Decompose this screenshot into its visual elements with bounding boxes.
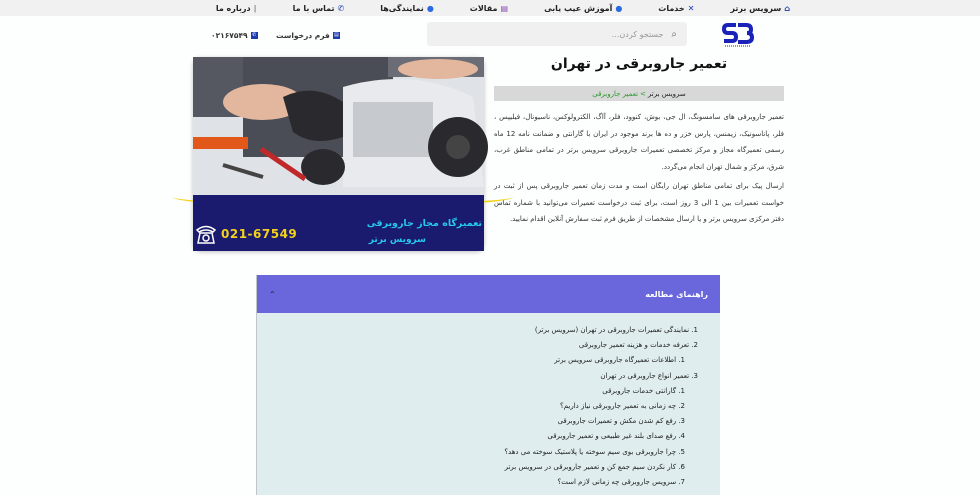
intro-paragraph-1: تعمیر جاروبرقی های سامسونگ، ال جی، بوش، کنوود، فلر، آاگ، الکترولوکس، ناسیونال، فیلیپس ، فلر، پاناسونیک، زیمنس، پارس خزر و ده ها برند موجود در ایران با گارانتی و ضمانت نامه 12 ماه رسمی تعمیرگاه مجاز و مرکز تخصصی تعمیرات جاروبرقی سرویس برتر در تمامی مناطق غرب، شرق، مرکز و شمال تهران انجام می‌گردد. [494,113,784,171]
nav-item-label: مقالات [469,3,498,13]
nav-item-label: خدمات [658,3,685,13]
article-icon: ▤ [500,3,509,13]
toc-subitem[interactable]: 5. چرا جاروبرقی بوی سیم سوخته یا پلاستیک سوخته می دهد؟ [504,447,685,456]
site-logo[interactable] [722,22,754,48]
toc-subitem[interactable]: 7. سرویس جاروبرقی چه زمانی لازم است؟ [557,477,685,486]
toc-subitem[interactable]: 6. کار نکردن سیم جمع کن و تعمیر جاروبرقی در سرویس برتر [504,462,685,471]
phone-label: ۰۲۱۶۷۵۴۹ [211,30,248,40]
vacuum-repair-photo [193,57,484,207]
search-input[interactable] [463,30,663,39]
form-icon: ▤ [333,31,339,38]
toc-subitem[interactable]: 1. اطلاعات تعمیرگاه جاروبرقی سرویس برتر [554,356,685,365]
nav-item-label: درباره ما [215,3,251,13]
phone-link[interactable] [211,29,258,41]
toc-item[interactable]: 3. تعمیر انواع جاروبرقی در تهران [600,371,698,380]
logo-icon [722,22,754,48]
page-title: تعمیر جاروبرقی در تهران [550,56,728,72]
tools-icon: ✕ [687,3,695,13]
telephone-icon [195,223,217,245]
search-box [427,22,687,46]
home-icon: ⌂ [784,3,790,13]
hero-subtitle: سرویس برتر [368,235,426,245]
search-icon[interactable]: ⌕ [671,28,677,40]
breadcrumb [494,86,784,101]
top-nav [0,0,980,16]
breadcrumb-separator: > [640,89,646,98]
toc-header[interactable] [257,275,720,313]
toc-subitem[interactable]: 4. رفع صدای بلند غیر طبیعی و تعمیر جاروبرقی [547,432,685,441]
toc-subitem[interactable]: 2. چه زمانی به تعمیر جاروبرقی نیاز داریم؟ [560,401,685,410]
nav-item-articles[interactable] [470,4,508,13]
breadcrumb-current: تعمیر جاروبرقی [592,89,639,98]
toc-list [257,313,720,495]
chevron-up-icon[interactable]: ⌃ [269,289,276,299]
toc-title: راهنمای مطالعه [645,289,708,299]
toc-item[interactable]: 1. نمایندگی تعمیرات جاروبرقی در تهران (سرویس برتر) [534,326,698,334]
toc-subitem[interactable]: 3. رفع کم شدن مکش و تعمیرات جاروبرقی [557,417,685,426]
nav-item-troubleshooting[interactable] [544,4,622,13]
gear-icon: ● [615,3,623,13]
nav-item-label: نمایندگی‌ها [380,3,424,13]
toc-item[interactable]: 2. تعرفه خدمات و هزینه تعمیر جاروبرقی [578,341,698,350]
hero-band [193,195,484,251]
intro-paragraph-2: ارسال پیک برای تمامی مناطق تهران رایگان است و مدت زمان تعمیر جاروبرقی پس از ثبت در خواست تعمیرات بین 1 الی 3 روز است، برای ثبت درخواست تعمیرات می‌توانید با شماره تماس دفتر مرکزی سرویس برتر و یا ارسال مشخصات از طریق فرم ثبت سفارش آنلاین اقدام نمایید. [494,182,785,223]
request-form-label: فرم درخواست [276,30,330,40]
site-header [0,16,980,52]
about-icon: ǀ [253,3,257,13]
breadcrumb-home[interactable]: سرویس برتر [647,89,686,98]
phone-icon: ✆ [252,31,257,38]
hero-image [193,57,484,251]
phone-icon: ✆ [337,3,345,13]
table-of-contents [256,275,720,495]
nav-item-about[interactable] [216,4,257,13]
vacuum-illustration [193,57,484,207]
nav-item-home[interactable] [730,4,790,13]
nav-item-branches[interactable] [380,4,434,13]
hero-phone-number: 021-67549 [221,227,298,241]
hero-title: تعمیرگاه مجاز جاروبرقی [366,218,482,229]
request-form-link[interactable] [276,29,340,41]
info-icon: ● [426,3,434,13]
toc-subitem[interactable]: 1. گارانتی خدمات جاروبرقی [602,386,685,395]
nav-item-label: سرویس برتر [730,3,782,13]
nav-item-label: تماس با ما [292,3,335,13]
nav-item-label: آموزش عیب یابی [544,3,613,13]
nav-item-services[interactable] [658,4,694,13]
nav-item-contact[interactable] [293,4,345,13]
